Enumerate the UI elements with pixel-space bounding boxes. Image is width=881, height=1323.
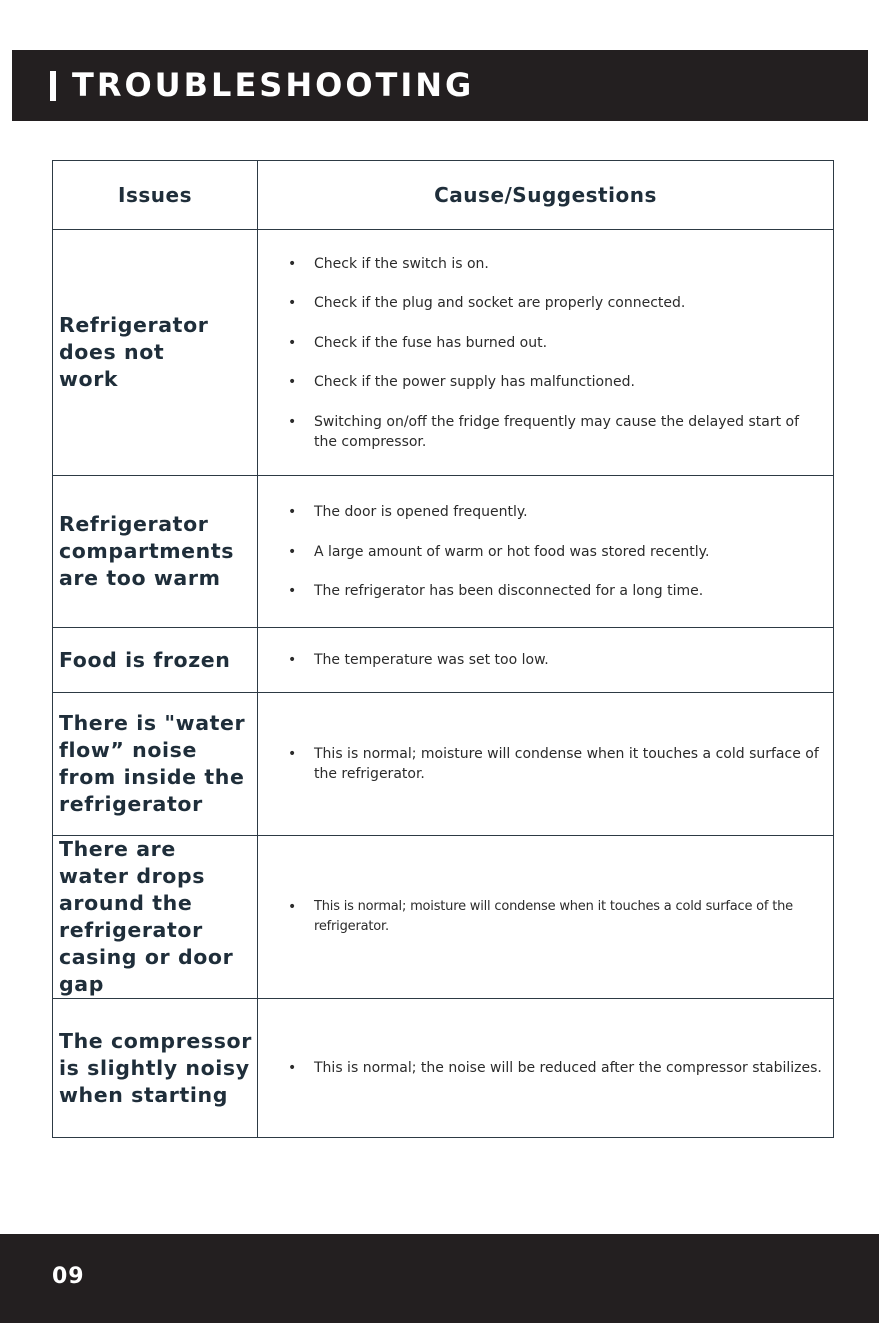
cause-item: • Check if the fuse has burned out. <box>288 333 823 353</box>
issue-cell <box>53 628 258 693</box>
issue-label: There is "water flow” noise from inside the refrigerator <box>59 711 246 816</box>
header-bar <box>12 50 868 121</box>
table-row <box>53 628 834 693</box>
column-header-issues: Issues <box>53 161 258 230</box>
issue-label: Refrigerator does not work <box>59 313 209 391</box>
cause-list <box>288 502 823 601</box>
cause-list <box>288 650 823 670</box>
cause-list <box>288 897 823 937</box>
cause-cell <box>258 628 834 693</box>
cause-item: • The refrigerator has been disconnected for a long time. <box>288 581 823 601</box>
column-header-causes: Cause/Suggestions <box>258 161 834 230</box>
header-accent-mark <box>50 71 56 101</box>
table-row <box>53 476 834 628</box>
issue-cell <box>53 476 258 628</box>
cause-cell <box>258 999 834 1138</box>
table-row <box>53 999 834 1138</box>
issue-cell <box>53 230 258 476</box>
cause-item: • The door is opened frequently. <box>288 502 823 522</box>
cause-item: • The temperature was set too low. <box>288 650 823 670</box>
cause-list <box>288 254 823 452</box>
issue-cell <box>53 836 258 999</box>
issue-cell <box>53 999 258 1138</box>
cause-item: • This is normal; moisture will condense when it touches a cold surface of the refrigerator. <box>288 897 823 937</box>
cause-item: • This is normal; the noise will be reduced after the compressor stabilizes. <box>288 1058 823 1078</box>
page-number: 09 <box>52 1264 85 1289</box>
cause-item: • Check if the plug and socket are properly connected. <box>288 293 823 313</box>
table-row <box>53 693 834 836</box>
cause-cell <box>258 476 834 628</box>
issue-label: There are water drops around the refrigerator casing or door gap <box>59 837 234 996</box>
cause-item: • Check if the switch is on. <box>288 254 823 274</box>
issue-label: Refrigerator compartments are too warm <box>59 512 235 590</box>
cause-item: • Switching on/off the fridge frequently may cause the delayed start of the compressor. <box>288 412 823 452</box>
page-title: TROUBLESHOOTING <box>72 66 475 104</box>
cause-list <box>288 1058 823 1078</box>
issue-label: Food is frozen <box>59 647 231 672</box>
issue-cell <box>53 693 258 836</box>
troubleshooting-table <box>52 160 834 1138</box>
cause-list <box>288 744 823 784</box>
cause-item: • This is normal; moisture will condense when it touches a cold surface of the refrigerator. <box>288 744 823 784</box>
cause-cell <box>258 836 834 999</box>
issue-label: The compressor is slightly noisy when starting <box>59 1028 252 1107</box>
table-header-row <box>53 161 834 230</box>
cause-cell <box>258 230 834 476</box>
cause-item: • Check if the power supply has malfunctioned. <box>288 372 823 392</box>
table-row <box>53 836 834 999</box>
footer-bar <box>0 1234 879 1323</box>
cause-cell <box>258 693 834 836</box>
cause-item: • A large amount of warm or hot food was stored recently. <box>288 542 823 562</box>
table-row <box>53 230 834 476</box>
